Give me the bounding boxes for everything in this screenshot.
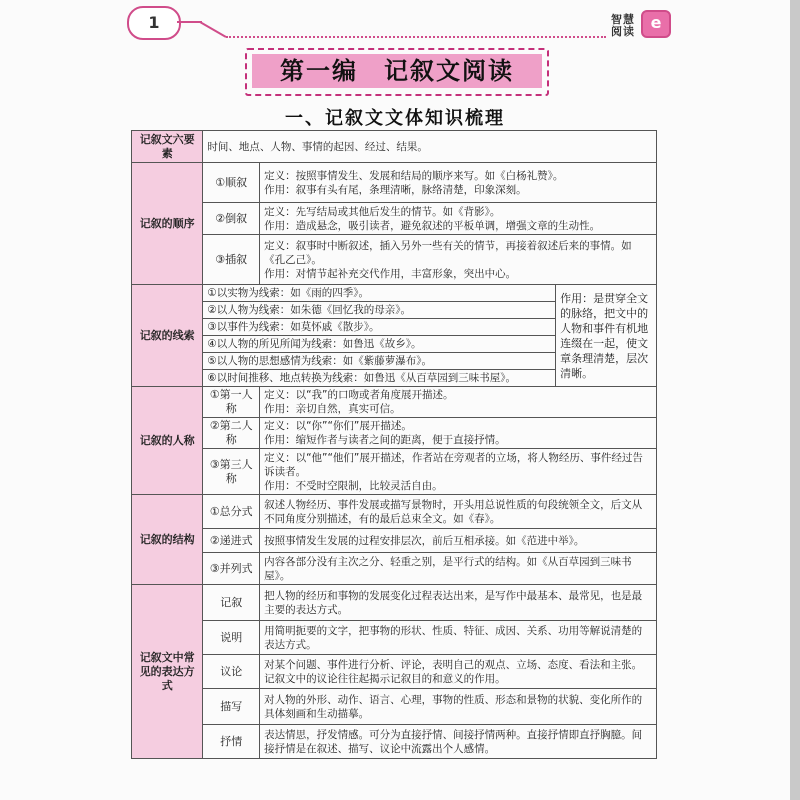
content-cell: 用简明扼要的文字，把事物的形状、性质、特征、成因、关系、功用等解说清楚的表达方式。	[260, 621, 657, 655]
table-row	[132, 131, 657, 163]
category-cell: 记叙的线索	[132, 285, 203, 387]
content-cell	[260, 163, 657, 203]
table-row	[132, 655, 657, 689]
definition-line: 定义：按照事情发生、发展和结局的顺序来写。如《白杨礼赞》。	[264, 169, 564, 182]
header-dotted-rule	[226, 36, 606, 38]
table-row	[132, 725, 657, 759]
function-line: 作用：叙事有头有尾，条理清晰，脉络清楚，印象深刻。	[264, 183, 527, 196]
table-row	[132, 529, 657, 553]
content-cell: 对某个问题、事件进行分析、评论，表明自己的观点、立场、态度、看法和主张。记叙文中的议论往往起揭示记叙目的和意义的作用。	[260, 655, 657, 689]
content-cell	[260, 387, 657, 418]
brand-line-1: 智慧	[611, 13, 635, 26]
brand-line-2: 阅读	[611, 25, 635, 38]
table-row	[132, 553, 657, 585]
definition-line: 定义：以“我”的口吻或者角度展开描述。	[264, 389, 454, 401]
clue-item: ①以实物为线索：如《雨的四季》。	[203, 285, 556, 302]
content-cell: 表达情思，抒发情感。可分为直接抒情、间接抒情两种。直接抒情即直抒胸臆。间接抒情是在叙述、描写、议论中流露出个人感情。	[260, 725, 657, 759]
page-title: 第一编 记叙文阅读	[280, 56, 514, 85]
table-row	[132, 495, 657, 529]
content-cell	[260, 235, 657, 285]
brand-logo-icon: e	[641, 10, 671, 38]
sub-label-cell: ③插叙	[203, 235, 260, 285]
table-row	[132, 285, 657, 302]
sub-label-cell: 议论	[203, 655, 260, 689]
content-cell: 时间、地点、人物、事情的起因、经过、结果。	[203, 131, 657, 163]
clue-item: ②以人物为线索：如朱德《回忆我的母亲》。	[203, 302, 556, 319]
content-cell: 内容各部分没有主次之分、轻重之别，是平行式的结构。如《从百草园到三味书屋》。	[260, 553, 657, 585]
table-row	[132, 163, 657, 203]
clue-item: ③以事件为线索：如莫怀戚《散步》。	[203, 319, 556, 336]
sub-label-cell: ③第三人称	[203, 449, 260, 495]
sub-label-cell: ②倒叙	[203, 203, 260, 235]
page-spine	[790, 0, 800, 800]
table-row	[132, 621, 657, 655]
function-line: 作用：缩短作者与读者之间的距离，便于直接抒情。	[264, 434, 506, 446]
content-cell: 叙述人物经历、事件发展或描写景物时，开头用总说性质的句段统领全文，后文从不同角度分别描述，有的最后总束全文。如《春》。	[260, 495, 657, 529]
page-number: 1	[127, 6, 181, 40]
sub-label-cell: 抒情	[203, 725, 260, 759]
knowledge-table	[131, 130, 657, 759]
category-cell: 记叙的人称	[132, 387, 203, 495]
sub-label-cell: ②递进式	[203, 529, 260, 553]
table-row	[132, 235, 657, 285]
content-cell: 把人物的经历和事物的发展变化过程表达出来，是写作中最基本、最常见，也是最主要的表达方式。	[260, 585, 657, 621]
definition-line: 定义：先写结局或其他后发生的情节。如《背影》。	[264, 205, 501, 218]
clue-item: ⑤以人物的思想感情为线索：如《紫藤萝瀑布》。	[203, 353, 556, 370]
definition-line: 定义：以“他”“他们”展开描述，作者站在旁观者的立场，将人物经历、事件经过告诉读者。	[264, 451, 643, 478]
definition-line: 定义：叙事时中断叙述，插入另外一些有关的情节，再接着叙述后来的事情。如《孔乙己》。	[264, 239, 632, 266]
brand-name	[608, 14, 638, 38]
sub-label-cell: ③并列式	[203, 553, 260, 585]
content-cell	[260, 418, 657, 449]
function-line: 作用：对情节起补充交代作用，丰富形象，突出中心。	[264, 267, 517, 280]
table-row	[132, 585, 657, 621]
content-cell	[260, 449, 657, 495]
sub-label-cell: 说明	[203, 621, 260, 655]
sub-label-cell: ①顺叙	[203, 163, 260, 203]
function-line: 作用：亲切自然，真实可信。	[264, 403, 401, 415]
table-row	[132, 203, 657, 235]
table-row	[132, 418, 657, 449]
sub-label-cell: 描写	[203, 689, 260, 725]
sub-label-cell: ②第二人称	[203, 418, 260, 449]
section-heading: 一、记叙文文体知识梳理	[285, 108, 505, 129]
category-cell: 记叙文六要素	[132, 131, 203, 163]
clue-item: ⑥以时间推移、地点转换为线索：如鲁迅《从百草园到三味书屋》。	[203, 370, 556, 387]
content-cell: 对人物的外形、动作、语言、心理，事物的性质、形态和景物的状貌、变化所作的具体刻画和生动描摹。	[260, 689, 657, 725]
function-line: 作用：造成悬念，吸引读者，避免叙述的平板单调，增强文章的生动性。	[264, 219, 601, 232]
content-cell: 按照事情发生发展的过程安排层次，前后互相承接。如《范进中举》。	[260, 529, 657, 553]
clue-function-cell: 作用：是贯穿全文的脉络，把文中的人物和事件有机地连缀在一起，使文章条理清楚，层次清晰。	[556, 285, 657, 387]
table-row	[132, 689, 657, 725]
definition-line: 定义：以“你”“你们”展开描述。	[264, 420, 412, 432]
sub-label-cell: ①总分式	[203, 495, 260, 529]
sub-label-cell: 记叙	[203, 585, 260, 621]
table-row	[132, 449, 657, 495]
category-cell: 记叙文中常见的表达方式	[132, 585, 203, 759]
category-cell: 记叙的顺序	[132, 163, 203, 285]
table-row	[132, 387, 657, 418]
category-cell: 记叙的结构	[132, 495, 203, 585]
content-cell	[260, 203, 657, 235]
function-line: 作用：不受时空限制，比较灵活自由。	[264, 479, 443, 492]
sub-label-cell: ①第一人称	[203, 387, 260, 418]
clue-item: ④以人物的所见所闻为线索：如鲁迅《故乡》。	[203, 336, 556, 353]
